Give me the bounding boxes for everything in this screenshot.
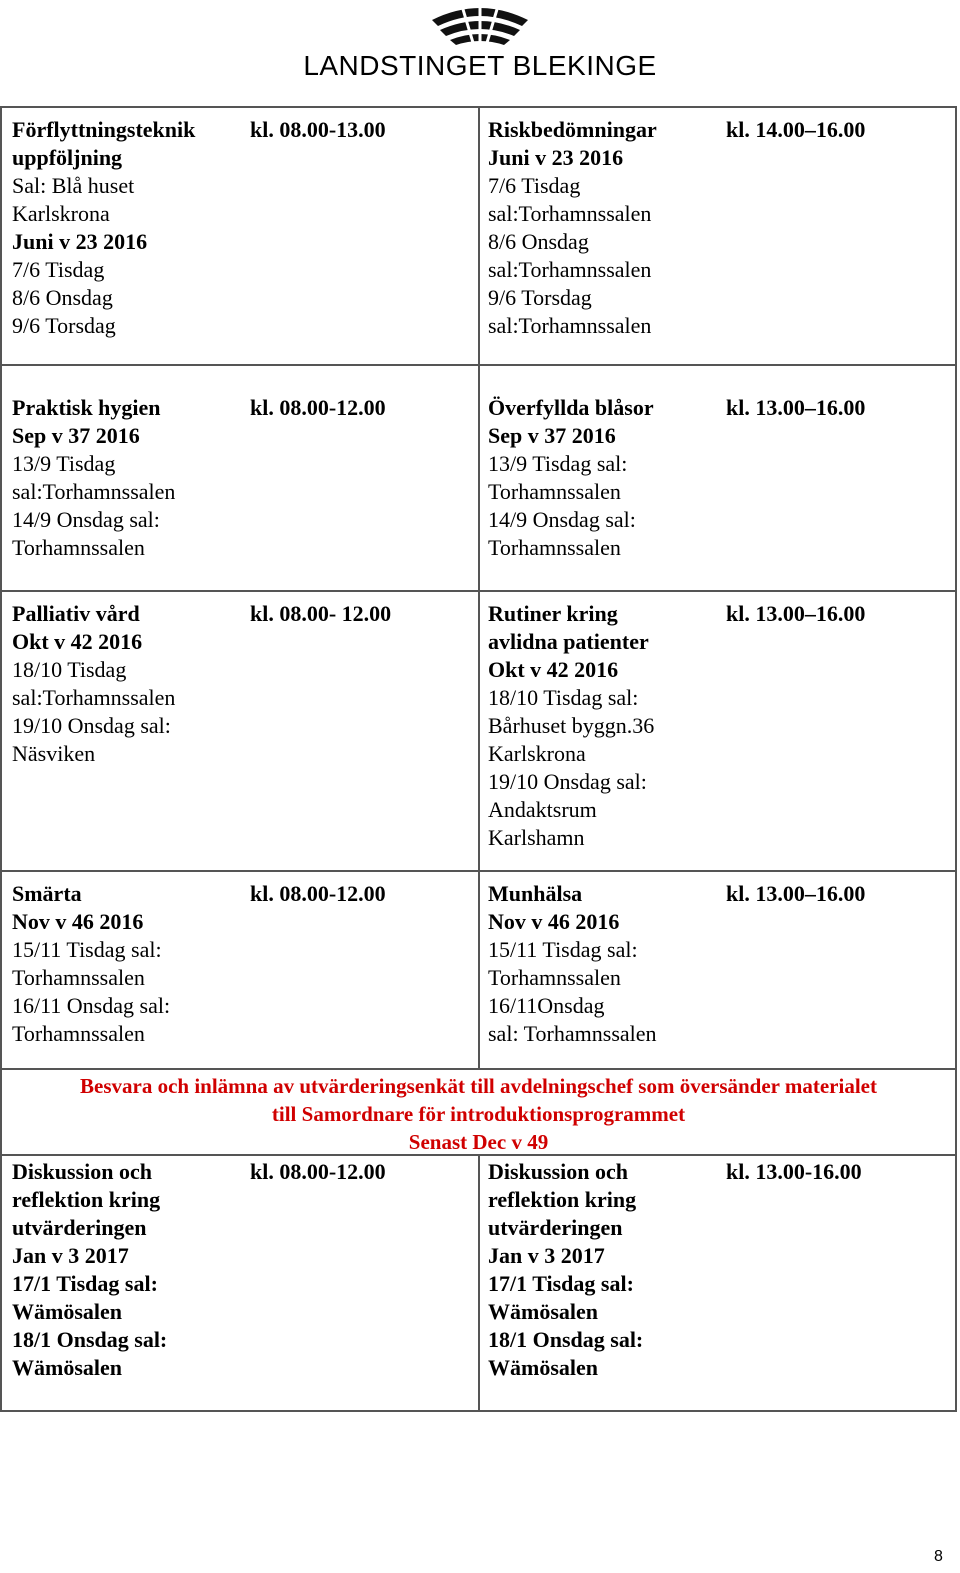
- session-line: 18/10 Tisdag: [12, 657, 127, 682]
- session-title: Förflyttningsteknik: [12, 117, 196, 142]
- session-time: kl. 13.00-16.00: [726, 1159, 862, 1184]
- session-line: utvärderingen: [488, 1215, 623, 1240]
- page-number: 8: [934, 1548, 943, 1565]
- session-week: Jan v 3 2017: [12, 1243, 129, 1268]
- session-line: 14/9 Onsdag sal:: [488, 507, 636, 532]
- schedule-row: [2, 366, 955, 592]
- session-title: Överfyllda blåsor: [488, 395, 654, 420]
- session-line: Wämösalen: [12, 1355, 122, 1380]
- session-line: Karlshamn: [488, 825, 585, 850]
- session-line: Karlskrona: [488, 741, 586, 766]
- session-details: [488, 144, 651, 340]
- session-time: kl. 08.00- 12.00: [250, 601, 392, 626]
- session-details: [488, 422, 636, 562]
- session-time: kl. 08.00-12.00: [250, 1159, 386, 1184]
- session-week: Okt v 42 2016: [12, 629, 143, 654]
- session-time: kl. 13.00–16.00: [726, 881, 866, 906]
- session-week: Nov v 46 2016: [488, 909, 620, 934]
- session-line: Wämösalen: [488, 1355, 598, 1380]
- session-line: 13/9 Tisdag: [12, 451, 116, 476]
- session-time: kl. 13.00–16.00: [726, 601, 866, 626]
- session-line: 17/1 Tisdag sal:: [12, 1271, 158, 1296]
- session-time: kl. 14.00–16.00: [726, 117, 866, 142]
- session-time: kl. 08.00-12.00: [250, 395, 386, 420]
- session-line: 14/9 Onsdag sal:: [12, 507, 160, 532]
- session-line: Bårhuset byggn.36: [488, 713, 655, 738]
- schedule-table: [0, 106, 957, 1412]
- session-title: Munhälsa: [488, 881, 583, 906]
- session-line: 9/6 Torsdag: [12, 313, 116, 338]
- session-line: Karlskrona: [12, 201, 110, 226]
- session-title: Diskussion och: [12, 1159, 153, 1184]
- schedule-row: [2, 1154, 955, 1412]
- session-week: Nov v 46 2016: [12, 909, 144, 934]
- session-title: Riskbedömningar: [488, 117, 657, 142]
- session-week: Juni v 23 2016: [488, 145, 624, 170]
- session-line: 7/6 Tisdag: [12, 257, 105, 282]
- session-time: kl. 08.00-12.00: [250, 881, 386, 906]
- notice-text: [2, 1072, 955, 1156]
- session-week: Sep v 37 2016: [12, 423, 140, 448]
- session-line: utvärderingen: [12, 1215, 147, 1240]
- session-time: kl. 08.00-13.00: [250, 117, 386, 142]
- session-details: [488, 628, 654, 852]
- session-line: 9/6 Torsdag: [488, 285, 592, 310]
- session-line: 8/6 Onsdag: [488, 229, 589, 254]
- session-details: [12, 628, 175, 768]
- session-line: sal:Torhamnssalen: [12, 479, 176, 504]
- session-line: sal:Torhamnssalen: [12, 685, 176, 710]
- session-week: Okt v 42 2016: [488, 657, 619, 682]
- session-details: [488, 1186, 643, 1382]
- session-line: Wämösalen: [12, 1299, 122, 1324]
- session-time: kl. 13.00–16.00: [726, 395, 866, 420]
- session-line: 15/11 Tisdag sal:: [488, 937, 638, 962]
- session-line: sal:Torhamnssalen: [488, 313, 652, 338]
- session-line: Torhamnssalen: [488, 535, 621, 560]
- session-line: Torhamnssalen: [488, 965, 621, 990]
- session-details: [12, 908, 170, 1048]
- session-title: Praktisk hygien: [12, 395, 161, 420]
- session-line: Näsviken: [12, 741, 96, 766]
- session-line: reflektion kring: [488, 1187, 637, 1212]
- session-line: 18/1 Onsdag sal:: [12, 1327, 168, 1352]
- session-line: 16/11Onsdag: [488, 993, 605, 1018]
- session-line: Torhamnssalen: [12, 535, 145, 560]
- session-details: [488, 908, 657, 1048]
- session-subtitle: avlidna patienter: [488, 629, 649, 654]
- deadline-notice: [2, 1070, 955, 1154]
- session-line: Wämösalen: [488, 1299, 598, 1324]
- schedule-row: [2, 108, 955, 366]
- logo-emblem-icon: [430, 2, 530, 48]
- session-details: [12, 1186, 167, 1382]
- schedule-row: [2, 872, 955, 1070]
- session-title: Diskussion och: [488, 1159, 629, 1184]
- session-line: sal:Torhamnssalen: [488, 201, 652, 226]
- session-line: sal:Torhamnssalen: [488, 257, 652, 282]
- session-line: 16/11 Onsdag sal:: [12, 993, 171, 1018]
- session-line: Sal: Blå huset: [12, 173, 135, 198]
- session-line: 15/11 Tisdag sal:: [12, 937, 162, 962]
- session-title: Palliativ vård: [12, 601, 140, 626]
- session-week: Juni v 23 2016: [12, 229, 148, 254]
- session-line: 18/10 Tisdag sal:: [488, 685, 639, 710]
- session-details: [12, 422, 175, 562]
- session-title: Smärta: [12, 881, 82, 906]
- session-line: reflektion kring: [12, 1187, 161, 1212]
- session-line: 13/9 Tisdag sal:: [488, 451, 628, 476]
- schedule-row: [2, 592, 955, 872]
- session-week: Jan v 3 2017: [488, 1243, 605, 1268]
- session-line: Torhamnssalen: [12, 965, 145, 990]
- session-details: [12, 144, 147, 340]
- session-line: 8/6 Onsdag: [12, 285, 113, 310]
- session-line: 18/1 Onsdag sal:: [488, 1327, 644, 1352]
- session-line: sal: Torhamnssalen: [488, 1021, 657, 1046]
- session-subtitle: uppföljning: [12, 145, 123, 170]
- session-line: 17/1 Tisdag sal:: [488, 1271, 634, 1296]
- organization-logo: [300, 0, 660, 90]
- session-week: Sep v 37 2016: [488, 423, 616, 448]
- session-line: 7/6 Tisdag: [488, 173, 581, 198]
- session-line: Torhamnssalen: [488, 479, 621, 504]
- notice-line: till Samordnare för introduktionsprogrammet: [271, 1102, 686, 1126]
- session-title: Rutiner kring: [488, 601, 618, 626]
- session-line: 19/10 Onsdag sal:: [488, 769, 647, 794]
- notice-deadline: Senast Dec v 49: [408, 1130, 549, 1154]
- session-line: 19/10 Onsdag sal:: [12, 713, 171, 738]
- notice-line: Besvara och inlämna av utvärderingsenkät till avdelningschef som översänder materialet: [80, 1074, 877, 1098]
- logo-wordmark: LANDSTINGET BLEKINGE: [303, 50, 657, 81]
- session-line: Torhamnssalen: [12, 1021, 145, 1046]
- session-line: Andaktsrum: [488, 797, 597, 822]
